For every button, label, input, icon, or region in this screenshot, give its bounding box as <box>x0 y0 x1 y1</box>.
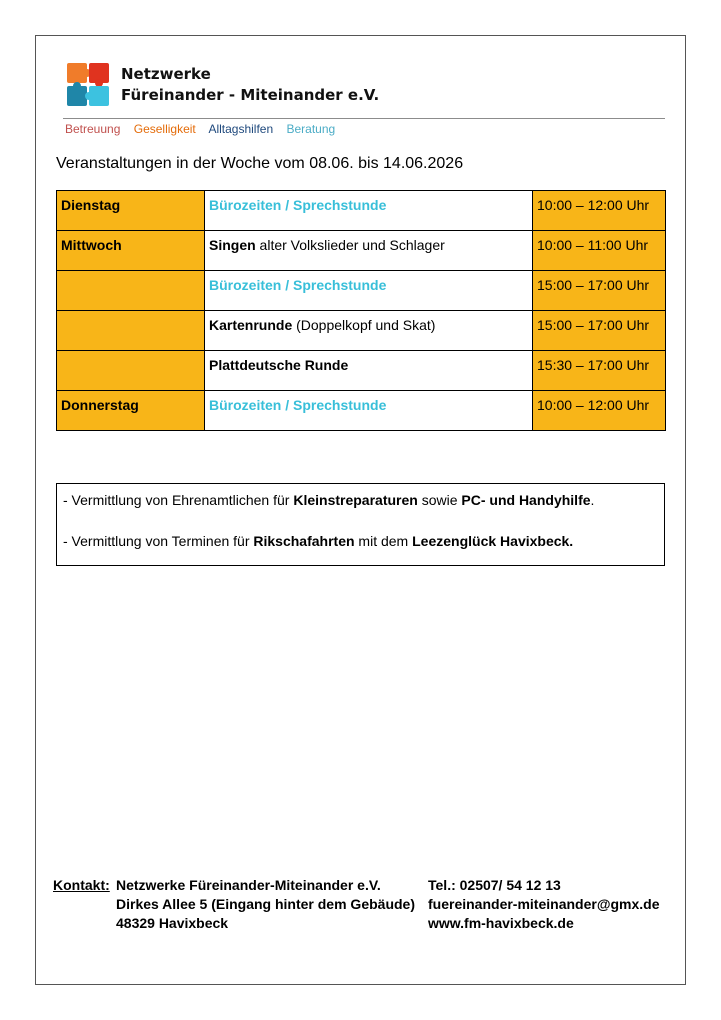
note-emphasis: Rikschafahrten <box>253 533 355 549</box>
event-cell <box>205 191 533 231</box>
org-name-line2: Füreinander - Miteinander e.V. <box>121 86 380 104</box>
note-emphasis: Leezenglück Havixbeck. <box>412 533 574 549</box>
time-cell: 10:00 – 12:00 Uhr <box>533 191 666 231</box>
day-cell <box>57 311 205 351</box>
header-divider <box>63 118 665 119</box>
organization-name <box>121 64 379 106</box>
tagline-item: Beratung <box>286 122 336 136</box>
event-title: Singen <box>209 237 256 253</box>
table-row <box>57 351 666 391</box>
website-link[interactable]: www.fm-havixbeck.de <box>428 915 574 931</box>
note-text: mit dem <box>354 533 413 549</box>
tagline-item: Geselligkeit <box>133 122 196 136</box>
time-cell: 10:00 – 12:00 Uhr <box>533 391 666 431</box>
address-line: 48329 Havixbeck <box>116 915 229 931</box>
day-cell: Dienstag <box>57 191 205 231</box>
event-cell <box>205 391 533 431</box>
event-cell <box>205 311 533 351</box>
contact-details <box>428 876 659 933</box>
table-row <box>57 191 666 231</box>
phone-number: Tel.: 02507/ 54 12 13 <box>428 877 561 893</box>
time-cell: 15:00 – 17:00 Uhr <box>533 311 666 351</box>
tagline <box>65 122 345 136</box>
day-cell: Mittwoch <box>57 231 205 271</box>
event-title: Plattdeutsche Runde <box>209 357 349 373</box>
event-title: Bürozeiten / Sprechstunde <box>209 397 387 413</box>
table-row <box>57 271 666 311</box>
day-cell <box>57 351 205 391</box>
time-cell: 15:00 – 17:00 Uhr <box>533 271 666 311</box>
contact-label: Kontakt: <box>53 877 110 893</box>
org-name-line1: Netzwerke <box>121 65 211 83</box>
note-emphasis: PC- und Handyhilfe <box>461 492 591 508</box>
contact-address <box>116 876 415 933</box>
address-line: Dirkes Allee 5 (Eingang hinter dem Gebäude) <box>116 896 415 912</box>
note-emphasis: Kleinstreparaturen <box>293 492 418 508</box>
time-cell: 10:00 – 11:00 Uhr <box>533 231 666 271</box>
address-line: Netzwerke Füreinander-Miteinander e.V. <box>116 877 381 893</box>
day-cell: Donnerstag <box>57 391 205 431</box>
event-title: Bürozeiten / Sprechstunde <box>209 277 387 293</box>
note-text: . <box>590 492 595 508</box>
notes-box <box>56 483 665 566</box>
note-item <box>63 531 658 551</box>
event-title: Kartenrunde <box>209 317 293 333</box>
page-title: Veranstaltungen in der Woche vom 08.06. bis 14.06.2026 <box>56 155 464 172</box>
event-cell <box>205 231 533 271</box>
time-cell: 15:30 – 17:00 Uhr <box>533 351 666 391</box>
event-detail: (Doppelkopf und Skat) <box>292 317 436 333</box>
tagline-item: Betreuung <box>65 122 121 136</box>
event-cell <box>205 351 533 391</box>
note-text: - Vermittlung von Ehrenamtlichen für <box>63 492 294 508</box>
puzzle-logo-icon <box>63 60 113 110</box>
event-cell <box>205 271 533 311</box>
email-address[interactable]: fuereinander-miteinander@gmx.de <box>428 896 660 912</box>
tagline-item: Alltagshilfen <box>208 122 274 136</box>
table-row <box>57 391 666 431</box>
note-text: - Vermittlung von Terminen für <box>63 533 254 549</box>
schedule-table <box>56 190 666 431</box>
table-row <box>57 311 666 351</box>
day-cell <box>57 271 205 311</box>
table-row <box>57 231 666 271</box>
event-title: Bürozeiten / Sprechstunde <box>209 197 387 213</box>
note-text: sowie <box>417 492 462 508</box>
event-detail: alter Volkslieder und Schlager <box>255 237 445 253</box>
note-item <box>63 490 658 510</box>
